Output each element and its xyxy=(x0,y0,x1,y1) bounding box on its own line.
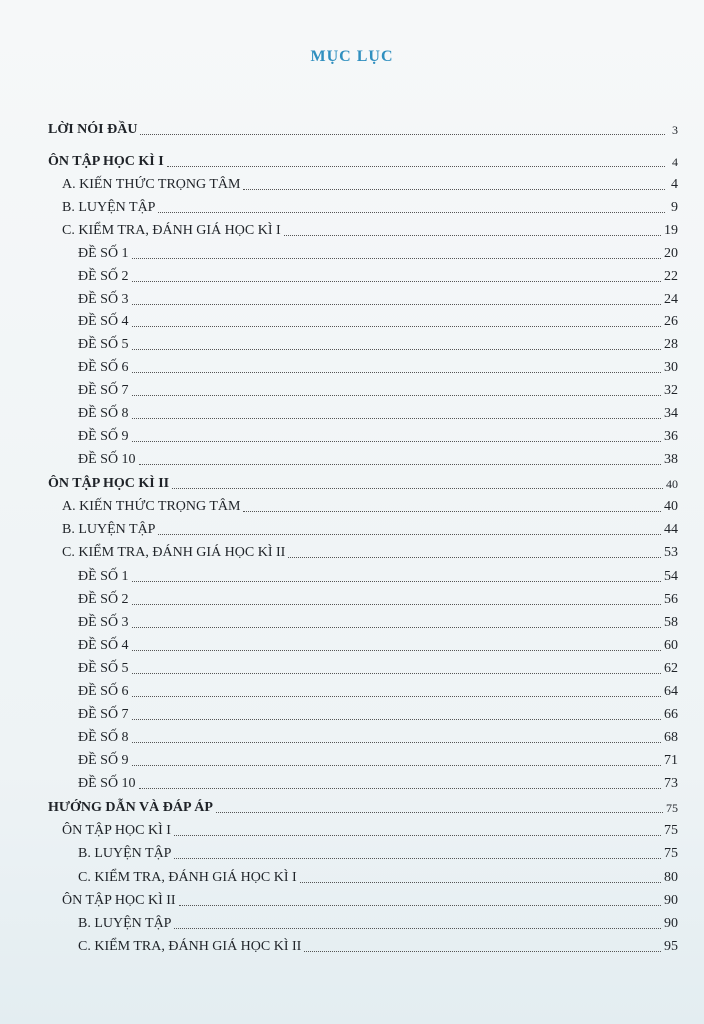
toc-entry-page-number: 28 xyxy=(664,337,678,352)
toc-entry-label: ĐỀ SỐ 4 xyxy=(78,638,129,653)
toc-entry-label: C. KIỂM TRA, ĐÁNH GIÁ HỌC KÌ I xyxy=(62,223,281,238)
toc-entry-page-number: 20 xyxy=(664,246,678,261)
dot-leader xyxy=(132,580,661,582)
dot-leader xyxy=(132,303,661,305)
dot-leader xyxy=(132,626,661,628)
toc-entry xyxy=(62,173,678,193)
toc-entry-page-number: 75 xyxy=(664,823,678,838)
toc-entry-page-number: 53 xyxy=(664,545,678,560)
toc-entry xyxy=(48,472,678,492)
toc-entry-label: C. KIỂM TRA, ĐÁNH GIÁ HỌC KÌ II xyxy=(62,545,286,560)
dot-leader xyxy=(132,348,661,350)
toc-entry xyxy=(78,657,678,677)
toc-entry-page-number: 90 xyxy=(664,916,678,931)
toc-entry-page-number: 75 xyxy=(666,801,678,815)
toc-entry xyxy=(78,425,678,445)
toc-entry-label: ĐỀ SỐ 9 xyxy=(78,753,129,768)
toc-entry xyxy=(78,749,678,769)
toc-entry xyxy=(78,866,678,886)
toc-entry xyxy=(78,288,678,308)
toc-entry-label: ĐỀ SỐ 4 xyxy=(78,314,129,329)
toc-entry-page-number: 26 xyxy=(664,314,678,329)
dot-leader xyxy=(139,787,661,789)
toc-entry-label: A. KIẾN THỨC TRỌNG TÂM xyxy=(62,499,241,514)
toc-entry-page-number: 44 xyxy=(664,522,678,537)
toc-entry-page-number: 3 xyxy=(672,123,678,137)
toc-entry-page-number: 40 xyxy=(664,499,678,514)
toc-entry-label: HƯỚNG DẪN VÀ ĐÁP ÁP xyxy=(48,800,213,815)
toc-entry xyxy=(62,541,678,561)
dot-leader xyxy=(174,834,661,836)
dot-leader xyxy=(243,510,661,512)
toc-entry-page-number: 80 xyxy=(664,870,678,885)
toc-entry-label: ÔN TẬP HỌC KÌ I xyxy=(62,823,171,838)
toc-entry-label: LỜI NÓI ĐẦU xyxy=(48,122,138,137)
toc-entry-label: ĐỀ SỐ 8 xyxy=(78,406,129,421)
toc-entry-page-number: 62 xyxy=(664,661,678,676)
toc-entry-label: ĐỀ SỐ 6 xyxy=(78,684,129,699)
toc-entry xyxy=(62,196,678,216)
toc-entry xyxy=(78,310,678,330)
toc-entry-page-number: 4 xyxy=(671,177,678,192)
toc-entry-label: A. KIẾN THỨC TRỌNG TÂM xyxy=(62,177,241,192)
toc-entry-page-number: 4 xyxy=(672,155,678,169)
dot-leader xyxy=(132,695,661,697)
dot-leader xyxy=(158,211,665,213)
toc-entry xyxy=(62,518,678,538)
toc-entry xyxy=(78,333,678,353)
toc-entry-page-number: 40 xyxy=(666,477,678,491)
toc-entry-label: ĐỀ SỐ 5 xyxy=(78,337,129,352)
toc-entry xyxy=(62,889,678,909)
dot-leader xyxy=(158,533,661,535)
toc-entry-label: ÔN TẬP HỌC KÌ II xyxy=(62,893,176,908)
dot-leader xyxy=(132,394,661,396)
toc-entry xyxy=(78,680,678,700)
toc-entry xyxy=(62,495,678,515)
toc-entry-page-number: 56 xyxy=(664,592,678,607)
toc-entry-label: ĐỀ SỐ 7 xyxy=(78,383,129,398)
toc-entry-label: ĐỀ SỐ 2 xyxy=(78,592,129,607)
toc-entry xyxy=(78,379,678,399)
dot-leader xyxy=(300,881,661,883)
toc-entry xyxy=(78,242,678,262)
toc-entry xyxy=(78,935,678,955)
toc-entry-page-number: 22 xyxy=(664,269,678,284)
toc-entry-page-number: 60 xyxy=(664,638,678,653)
toc-entry-label: ĐỀ SỐ 1 xyxy=(78,569,129,584)
toc-entry xyxy=(78,402,678,422)
toc-entry-page-number: 73 xyxy=(664,776,678,791)
toc-entry xyxy=(48,150,678,170)
toc-entry-page-number: 34 xyxy=(664,406,678,421)
page-title: MỤC LỤC xyxy=(310,48,394,65)
toc-entry-label: ĐỀ SỐ 9 xyxy=(78,429,129,444)
dot-leader xyxy=(174,927,661,929)
toc-entry xyxy=(48,118,678,138)
toc-entry xyxy=(78,703,678,723)
toc-entry xyxy=(78,611,678,631)
toc-entry-page-number: 90 xyxy=(664,893,678,908)
toc-entry-page-number: 38 xyxy=(664,452,678,467)
dot-leader xyxy=(132,440,661,442)
dot-leader xyxy=(139,463,661,465)
dot-leader xyxy=(284,234,661,236)
toc-entry-page-number: 66 xyxy=(664,707,678,722)
dot-leader xyxy=(132,417,661,419)
toc-entry-label: ĐỀ SỐ 3 xyxy=(78,292,129,307)
toc-entry-label: ĐỀ SỐ 10 xyxy=(78,776,136,791)
dot-leader xyxy=(172,487,663,489)
toc-entry-label: ĐỀ SỐ 1 xyxy=(78,246,129,261)
toc-entry-page-number: 71 xyxy=(664,753,678,768)
toc-entry-page-number: 30 xyxy=(664,360,678,375)
toc-entry-label: ĐỀ SỐ 3 xyxy=(78,615,129,630)
toc-entry-page-number: 24 xyxy=(664,292,678,307)
toc-entry-label: ÔN TẬP HỌC KÌ II xyxy=(48,476,170,491)
toc-entry-label: ĐỀ SỐ 10 xyxy=(78,452,136,467)
toc-entry-page-number: 19 xyxy=(664,223,678,238)
toc-entry xyxy=(78,356,678,376)
toc-entry-page-number: 32 xyxy=(664,383,678,398)
toc-entry xyxy=(78,634,678,654)
dot-leader xyxy=(132,325,661,327)
toc-entry-label: ĐỀ SỐ 7 xyxy=(78,707,129,722)
toc-entry-page-number: 75 xyxy=(664,846,678,861)
toc-entry xyxy=(78,448,678,468)
toc-entry-label: ĐỀ SỐ 6 xyxy=(78,360,129,375)
toc-entry xyxy=(78,912,678,932)
dot-leader xyxy=(132,764,661,766)
toc-entry-label: ÔN TẬP HỌC KÌ I xyxy=(48,154,164,169)
toc-entry-label: B. LUYỆN TẬP xyxy=(62,200,156,215)
toc-entry xyxy=(78,588,678,608)
dot-leader xyxy=(304,950,661,952)
toc-entry xyxy=(78,265,678,285)
dot-leader xyxy=(132,371,661,373)
dot-leader xyxy=(179,904,661,906)
dot-leader xyxy=(132,718,661,720)
toc-entry xyxy=(78,842,678,862)
toc-entry-page-number: 95 xyxy=(664,939,678,954)
dot-leader xyxy=(132,649,661,651)
toc-entry xyxy=(78,565,678,585)
dot-leader xyxy=(140,133,665,135)
toc-entry-page-number: 9 xyxy=(671,200,678,215)
toc-entry-label: ĐỀ SỐ 5 xyxy=(78,661,129,676)
toc-entry-label: B. LUYỆN TẬP xyxy=(78,846,172,861)
dot-leader xyxy=(132,603,661,605)
dot-leader xyxy=(132,280,661,282)
toc-entry-label: ĐỀ SỐ 8 xyxy=(78,730,129,745)
toc-entry xyxy=(62,219,678,239)
dot-leader xyxy=(132,257,661,259)
toc-entry xyxy=(78,772,678,792)
dot-leader xyxy=(132,672,661,674)
dot-leader xyxy=(174,857,661,859)
toc-entry-page-number: 58 xyxy=(664,615,678,630)
toc-entry xyxy=(62,819,678,839)
dot-leader xyxy=(167,165,665,167)
toc-entry-label: ĐỀ SỐ 2 xyxy=(78,269,129,284)
toc-entry-label: B. LUYỆN TẬP xyxy=(62,522,156,537)
toc-entry xyxy=(48,796,678,816)
dot-leader xyxy=(216,811,663,813)
toc-entry-page-number: 54 xyxy=(664,569,678,584)
toc-entry-label: C. KIỂM TRA, ĐÁNH GIÁ HỌC KÌ II xyxy=(78,939,302,954)
toc-entry-label: C. KIỂM TRA, ĐÁNH GIÁ HỌC KÌ I xyxy=(78,870,297,885)
toc-entry-label: B. LUYỆN TẬP xyxy=(78,916,172,931)
toc-entry-page-number: 36 xyxy=(664,429,678,444)
toc-entry-page-number: 64 xyxy=(664,684,678,699)
toc-entry xyxy=(78,726,678,746)
toc-entry-page-number: 68 xyxy=(664,730,678,745)
dot-leader xyxy=(243,188,665,190)
dot-leader xyxy=(288,556,661,558)
dot-leader xyxy=(132,741,661,743)
